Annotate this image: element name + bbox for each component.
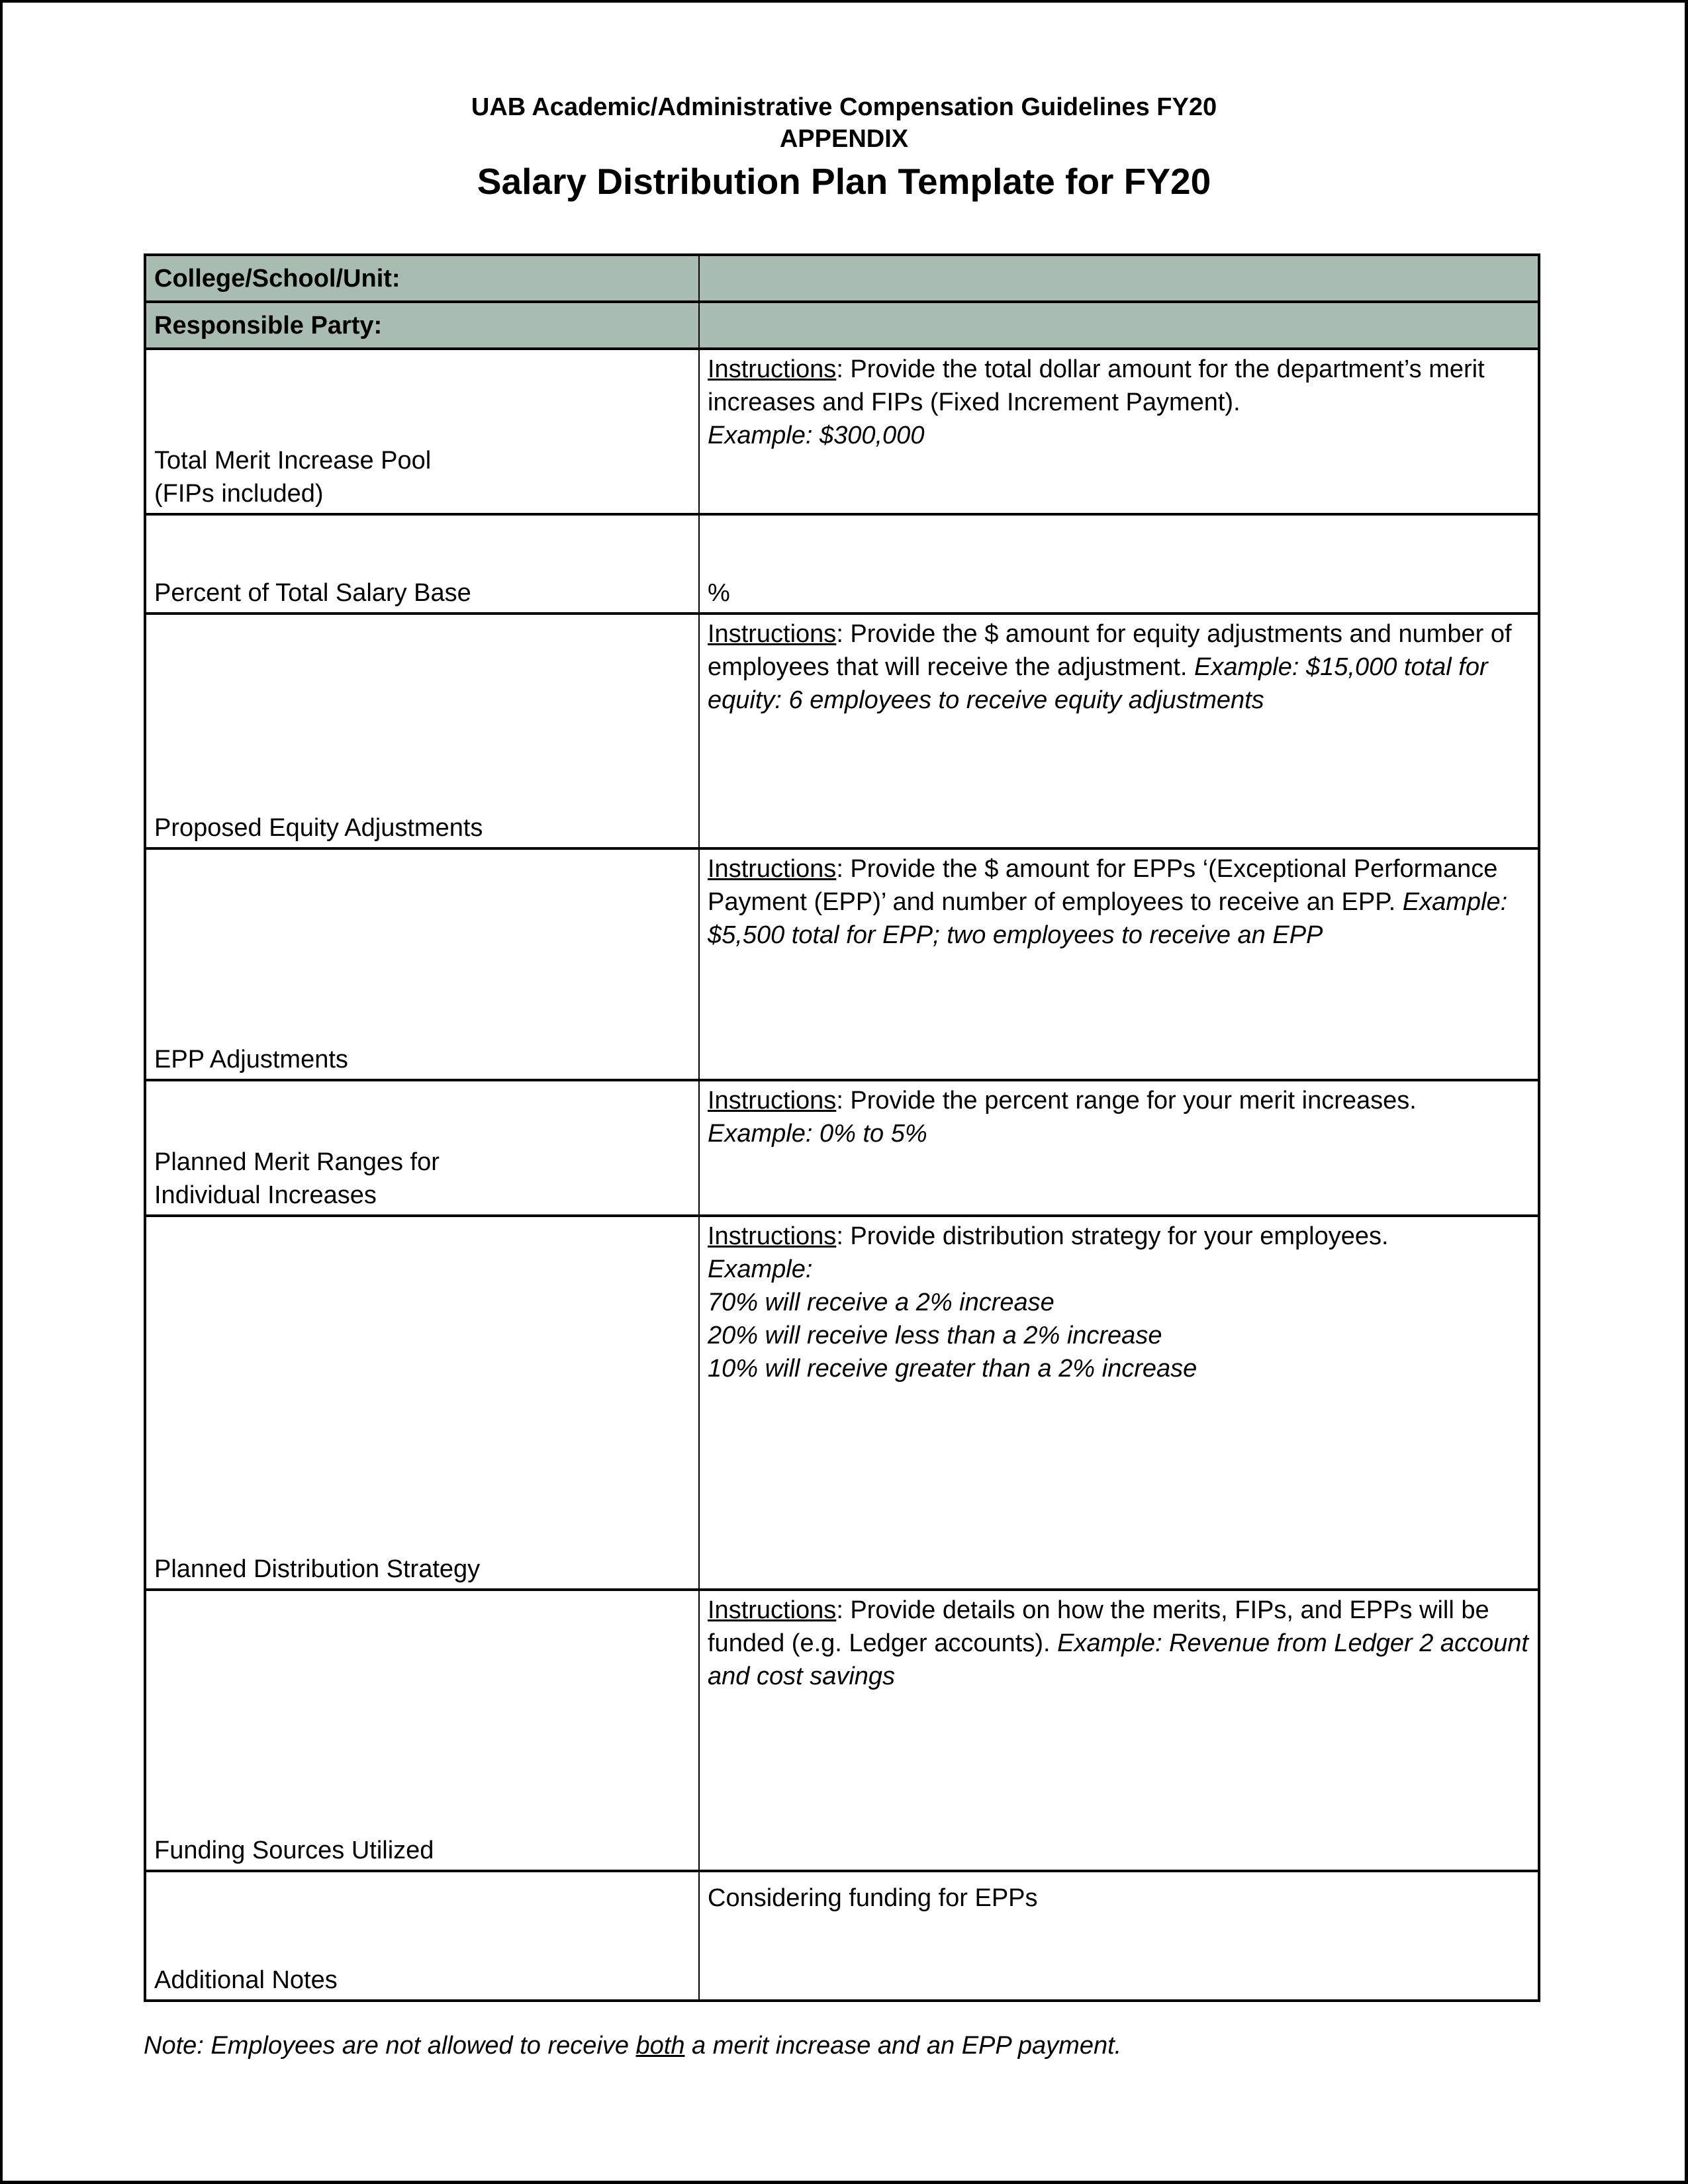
instructions-label: Instructions bbox=[708, 355, 837, 383]
example-line: 70% will receive a 2% increase bbox=[708, 1289, 1055, 1316]
table-row bbox=[145, 514, 1539, 614]
funding-sources-field[interactable]: Instructions: Provide details on how the merits, FIPs, and EPPs will be funded (e.g. Ledger accounts). Example: Revenue from Ledger 2 account and cost savings bbox=[699, 1590, 1539, 1871]
responsible-party-field[interactable] bbox=[699, 302, 1539, 349]
distribution-strategy-field[interactable]: Instructions: Provide distribution strategy for your employees. Example: 70% will receive a 2% increase 20% will receive less than a 2% increase 10% will receive greater than a 2% increase bbox=[699, 1216, 1539, 1590]
footer-note: Note: Employees are not allowed to receive both a merit increase and an EPP payment. bbox=[144, 2032, 1122, 2060]
funding-sources-label: Funding Sources Utilized bbox=[145, 1590, 699, 1871]
college-unit-label: College/School/Unit: bbox=[145, 255, 699, 302]
table-row bbox=[145, 302, 1539, 349]
table-row bbox=[145, 255, 1539, 302]
emphasis-both: both bbox=[635, 2032, 685, 2060]
table-row bbox=[145, 1216, 1539, 1590]
salary-plan-table bbox=[144, 253, 1540, 2002]
college-unit-field[interactable] bbox=[699, 255, 1539, 302]
merit-ranges-label: Planned Merit Ranges for Individual Increases bbox=[145, 1080, 699, 1216]
distribution-strategy-label: Planned Distribution Strategy bbox=[145, 1216, 699, 1590]
table-row bbox=[145, 1590, 1539, 1871]
document-header bbox=[0, 91, 1688, 205]
table-row bbox=[145, 1080, 1539, 1216]
merit-ranges-field[interactable]: Instructions: Provide the percent range for your merit increases. Example: 0% to 5% bbox=[699, 1080, 1539, 1216]
example-text: Example: $300,000 bbox=[708, 422, 925, 449]
instructions-label: Instructions bbox=[708, 1596, 837, 1624]
example-text: Example: $5,500 total for EPP; two employees to receive an EPP bbox=[708, 888, 1508, 949]
equity-adjustments-label: Proposed Equity Adjustments bbox=[145, 614, 699, 848]
table-row bbox=[145, 1871, 1539, 2001]
instructions-label: Instructions bbox=[708, 855, 837, 883]
page-title: Salary Distribution Plan Template for FY20 bbox=[477, 161, 1211, 202]
table-row bbox=[145, 614, 1539, 848]
example-line: 10% will receive greater than a 2% increase bbox=[708, 1355, 1197, 1383]
responsible-party-label: Responsible Party: bbox=[145, 302, 699, 349]
percent-salary-base-field[interactable]: % bbox=[699, 514, 1539, 614]
appendix-heading: APPENDIX bbox=[779, 125, 909, 153]
table-row bbox=[145, 848, 1539, 1080]
table-row bbox=[145, 349, 1539, 514]
example-text: Example: $15,000 total for equity: 6 employees to receive equity adjustments bbox=[708, 653, 1488, 714]
example-text: Example: 0% to 5% bbox=[708, 1120, 927, 1148]
instructions-label: Instructions bbox=[708, 620, 837, 648]
additional-notes-label: Additional Notes bbox=[145, 1871, 699, 2001]
additional-notes-field[interactable]: Considering funding for EPPs bbox=[699, 1871, 1539, 2001]
epp-adjustments-field[interactable]: Instructions: Provide the $ amount for EPPs ‘(Exceptional Performance Payment (EPP)’ and number of employees to receive an EPP. Example: $5,500 total for EPP; two employees to receive an EPP bbox=[699, 848, 1539, 1080]
example-text: Example: bbox=[708, 1255, 813, 1283]
guidelines-heading: UAB Academic/Administrative Compensation Guidelines FY20 bbox=[471, 93, 1217, 121]
epp-adjustments-label: EPP Adjustments bbox=[145, 848, 699, 1080]
example-line: 20% will receive less than a 2% increase bbox=[708, 1322, 1162, 1349]
instructions-label: Instructions bbox=[708, 1222, 837, 1250]
example-text: Example: Revenue from Ledger 2 account and cost savings bbox=[708, 1629, 1528, 1690]
instructions-label: Instructions bbox=[708, 1087, 837, 1115]
merit-pool-label: Total Merit Increase Pool (FIPs included) bbox=[145, 349, 699, 514]
percent-salary-base-label: Percent of Total Salary Base bbox=[145, 514, 699, 614]
equity-adjustments-field[interactable]: Instructions: Provide the $ amount for equity adjustments and number of employees that will receive the adjustment. Example: $15,000 total for equity: 6 employees to receive equity adjustments bbox=[699, 614, 1539, 848]
merit-pool-field[interactable]: Instructions: Provide the total dollar amount for the department’s merit increases and FIPs (Fixed Increment Payment). Example: $300,000 bbox=[699, 349, 1539, 514]
